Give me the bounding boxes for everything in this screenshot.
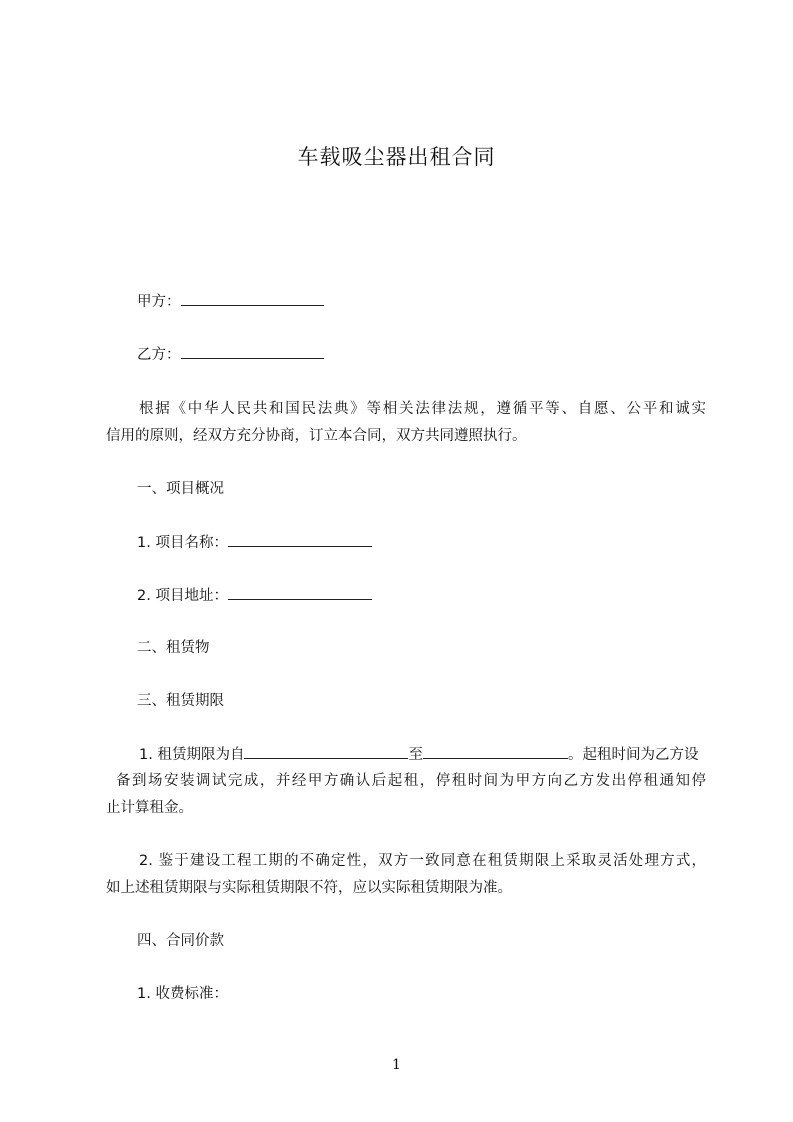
project-address-blank [228,584,372,600]
lease-term-line-2: 备到场安装调试完成，并经甲方确认后起租，停租时间为甲方向乙方发出停租通知停 [116,773,706,789]
project-name-blank [228,531,372,547]
project-name-label: 1. 项目名称： [137,535,228,551]
party-a-blank [181,290,324,306]
lease-term-suffix: 。起租时间为乙方设 [567,747,699,763]
intro-line-2: 信用的原则，经双方充分协商，订立本合同，双方共同遵照执行。 [106,428,527,444]
section-3-heading: 三、租赁期限 [137,693,224,709]
fee-standard-label: 1. 收费标准： [137,986,228,1002]
lease-flexibility-line-1: 2. 鉴于建设工程工期的不确定性，双方一致同意在租赁期限上采取灵活处理方式， [139,853,706,869]
section-2-heading: 二、租赁物 [137,640,210,656]
document-title: 车载吸尘器出租合同 [297,145,496,169]
lease-flexibility-paragraph [106,850,706,899]
lease-end-blank [423,743,568,759]
section-4-heading: 四、合同价款 [137,933,224,949]
lease-term-middle: 至 [408,747,423,763]
party-a-label: 甲方： [137,294,181,310]
intro-line-1: 根据《中华人民共和国民法典》等相关法律法规，遵循平等、自愿、公平和诚实 [139,401,706,417]
project-address-label: 2. 项目地址： [137,588,228,604]
page-number: 1 [392,1057,401,1073]
party-a-line [137,290,324,313]
project-address-line [137,584,372,607]
party-b-line [137,343,324,366]
lease-start-blank [244,743,408,759]
lease-term-line-1 [139,743,698,766]
intro-paragraph [106,398,706,447]
party-b-label: 乙方： [137,347,181,363]
lease-term-prefix: 1. 租赁期限为自 [139,747,245,763]
project-name-line [137,531,372,554]
lease-term-line-3: 止计算租金。 [106,800,193,816]
party-b-blank [181,343,324,359]
lease-flexibility-line-2: 如上述租赁期限与实际租赁期限不符，应以实际租赁期限为准。 [106,880,512,896]
lease-term-continuation [106,770,706,819]
section-1-heading: 一、项目概况 [137,481,224,497]
